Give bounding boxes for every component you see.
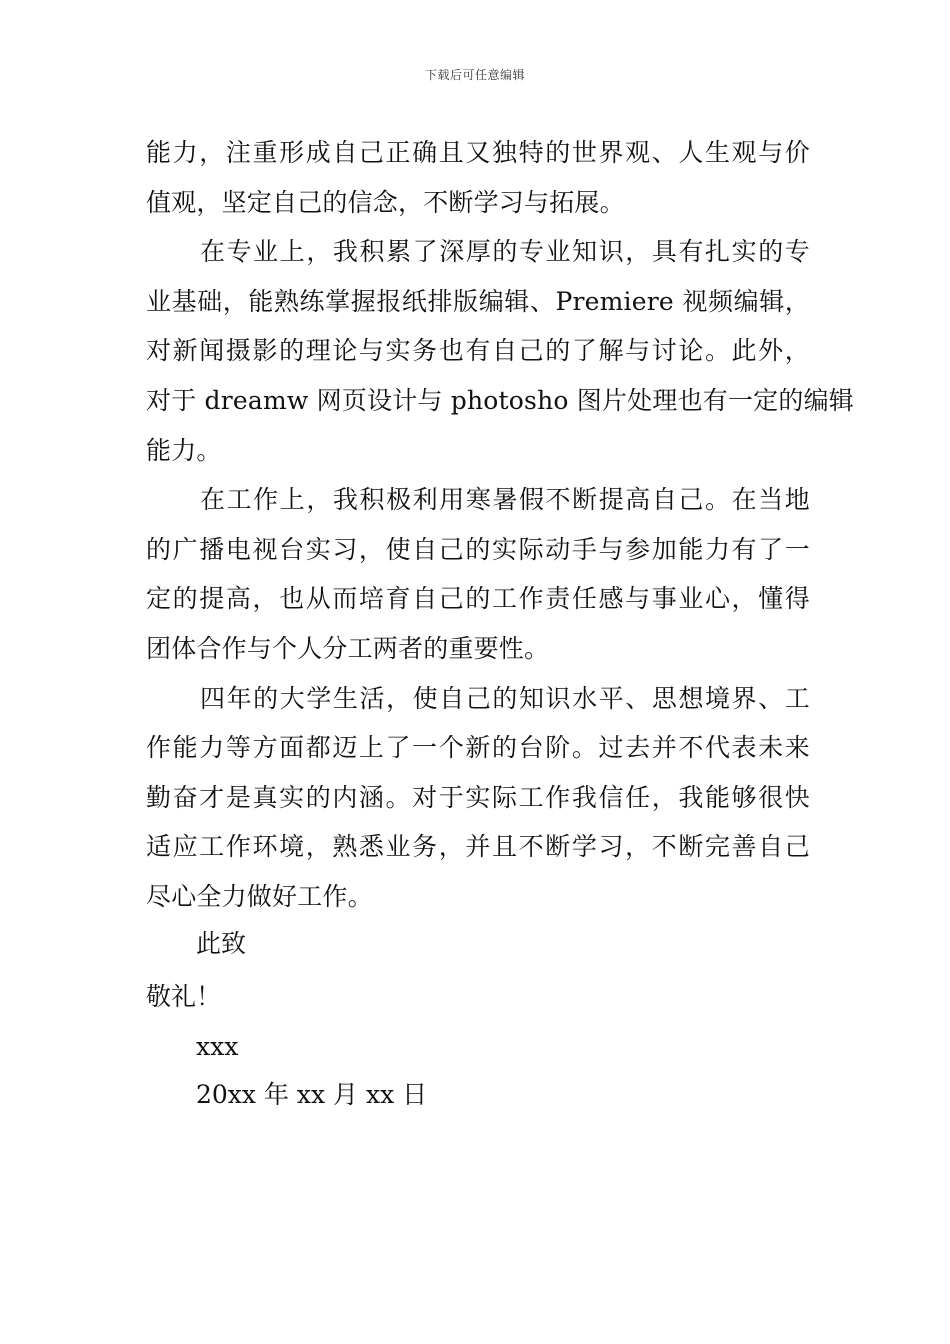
text-line: 团体合作与个人分工两者的重要性。 (146, 633, 550, 663)
text-line: 在专业上，我积累了深厚的专业知识，具有扎实的专 (200, 237, 810, 267)
text-line: 尽心全力做好工作。 (146, 881, 373, 911)
text-line: 业基础，能熟练掌握报纸排版编辑、Premiere 视频编辑， (146, 286, 810, 316)
text-line: 作能力等方面都迈上了一个新的台阶。过去并不代表未来 (146, 733, 810, 763)
text-line: 对新闻摄影的理论与实务也有自己的了解与讨论。此外， (146, 336, 810, 366)
text-line: 能力，注重形成自己正确且又独特的世界观、人生观与价 (146, 138, 810, 167)
page-header-note: 下载后可任意编辑 (424, 68, 525, 82)
letter-body (146, 128, 854, 922)
text-line: 勤奋才是真实的内涵。对于实际工作我信任，我能够很快 (146, 782, 810, 812)
text-line: 能力。 (146, 435, 222, 465)
closing-respect: 敬礼！ (146, 982, 222, 1011)
text-line: 对于 dreamw 网页设计与 photosho 图片处理也有一定的编辑 (146, 385, 854, 415)
text-line: 定的提高，也从而培育自己的工作责任感与事业心，懂得 (146, 584, 810, 614)
closing-salutation: 此致 (196, 929, 247, 958)
text-line: 适应工作环境，熟悉业务，并且不断学习，不断完善自己 (146, 832, 810, 862)
text-line: 在工作上，我积极利用寒暑假不断提高自己。在当地 (200, 485, 810, 515)
text-line: 的广播电视台实习，使自己的实际动手与参加能力有了一 (146, 534, 810, 564)
signature: xxx (196, 1032, 239, 1061)
text-line: 值观，坚定自己的信念，不断学习与拓展。 (146, 187, 625, 217)
text-line: 四年的大学生活，使自己的知识水平、思想境界、工 (200, 683, 810, 713)
letter-date: 20xx 年 xx 月 xx 日 (196, 1080, 428, 1109)
